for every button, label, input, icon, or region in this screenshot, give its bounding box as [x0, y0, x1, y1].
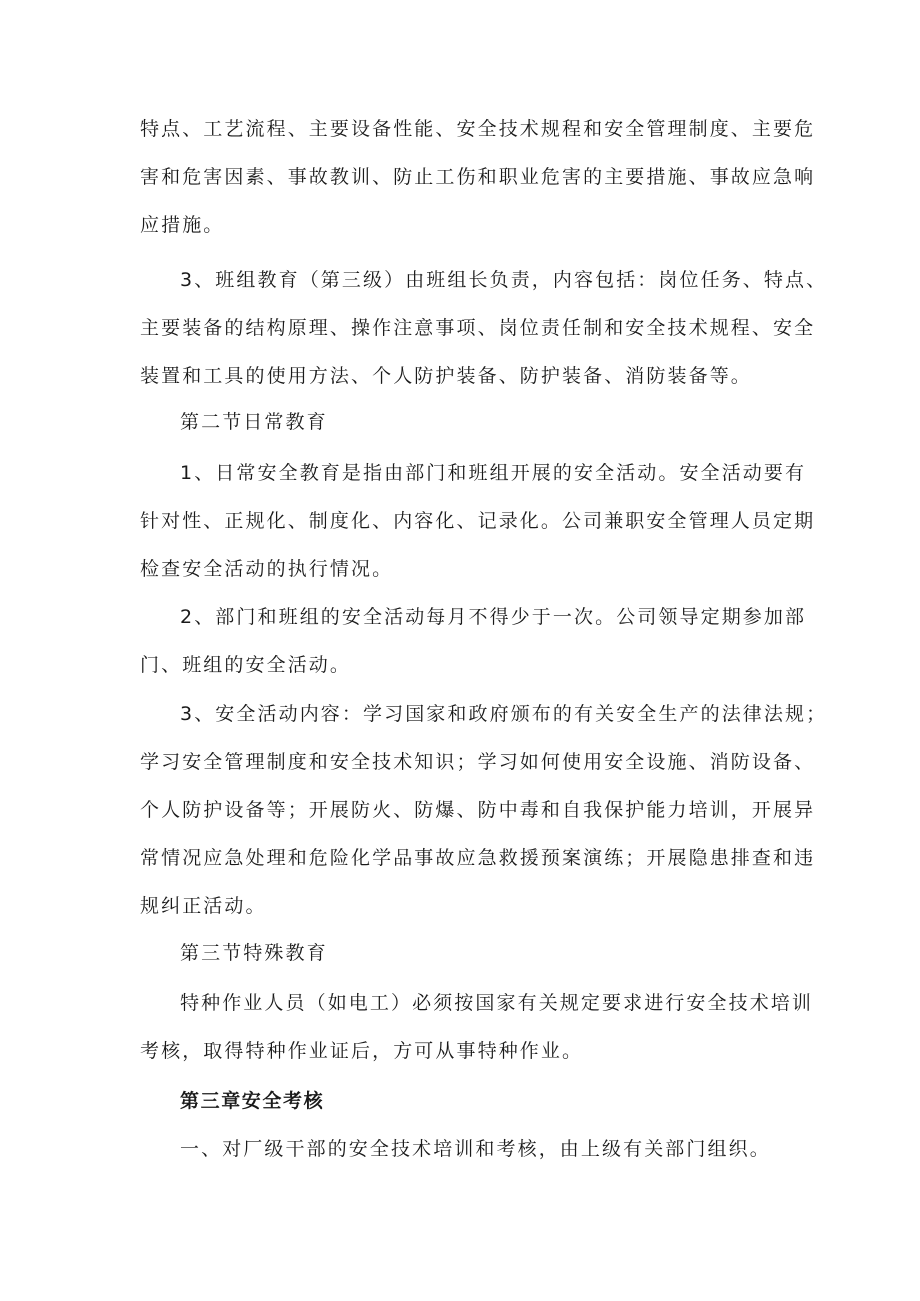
text-line: 装置和工具的使用方法、个人防护装备、防护装备、消防装备等。: [140, 365, 752, 387]
text-line: 主要装备的结构原理、操作注意事项、岗位责任制和安全技术规程、安全: [140, 317, 816, 339]
text-line: 2、部门和班组的安全活动每月不得少于一次。公司领导定期参加部: [180, 606, 807, 628]
text-line: 常情况应急处理和危险化学品事故应急救援预案演练；开展隐患排查和违: [140, 847, 816, 869]
text-line: 门、班组的安全活动。: [140, 654, 352, 676]
section-heading: 第二节日常教育: [180, 411, 328, 433]
text-line: 特点、工艺流程、主要设备性能、安全技术规程和安全管理制度、主要危: [140, 118, 816, 140]
text-line: 3、班组教育（第三级）由班组长负责，内容包括：岗位任务、特点、: [180, 269, 828, 291]
text-line: 考核，取得特种作业证后，方可从事特种作业。: [140, 1040, 584, 1062]
text-line: 个人防护设备等；开展防火、防爆、防中毒和自我保护能力培训，开展异: [140, 799, 816, 821]
text-line: 一、对厂级干部的安全技术培训和考核，由上级有关部门组织。: [180, 1138, 771, 1160]
text-line: 规纠正活动。: [140, 895, 267, 917]
text-line: 应措施。: [140, 214, 225, 236]
chapter-heading: 第三章安全考核: [180, 1090, 325, 1112]
text-line: 检查安全活动的执行情况。: [140, 558, 394, 580]
text-line: 1、日常安全教育是指由部门和班组开展的安全活动。安全活动要有: [180, 462, 807, 484]
text-line: 害和危害因素、事故教训、防止工伤和职业危害的主要措施、事故应急响: [140, 166, 816, 188]
text-line: 针对性、正规化、制度化、内容化、记录化。公司兼职安全管理人员定期: [140, 510, 816, 532]
section-heading: 第三节特殊教育: [180, 942, 328, 964]
text-line: 特种作业人员（如电工）必须按国家有关规定要求进行安全技术培训: [180, 992, 814, 1014]
text-line: 学习安全管理制度和安全技术知识；学习如何使用安全设施、消防设备、: [140, 751, 816, 773]
text-line: 3、安全活动内容：学习国家和政府颁布的有关安全生产的法律法规；: [180, 703, 828, 725]
